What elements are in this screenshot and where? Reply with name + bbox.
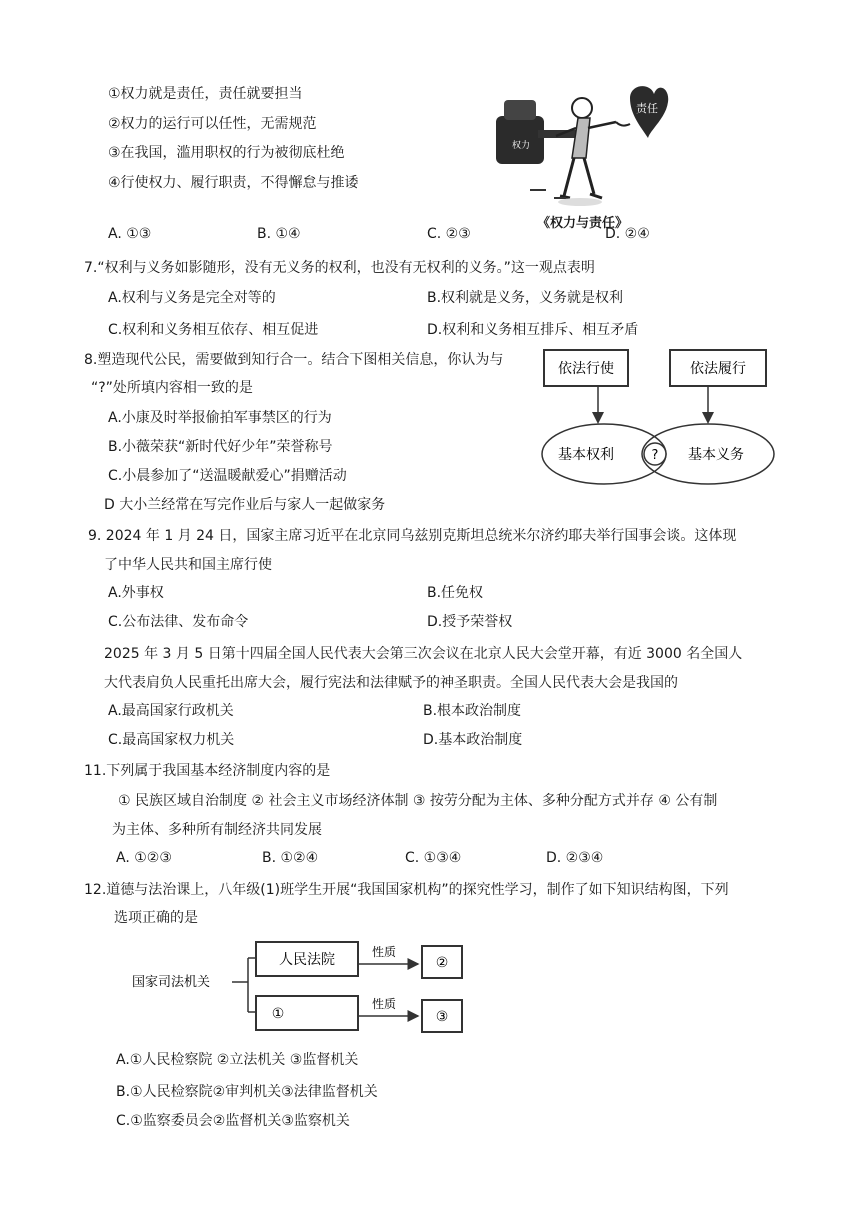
q11-option-d: D. ②③④ [546,850,604,866]
cartoon-caption: 《权力与责任》 [537,216,629,231]
q10-option-b: B.根本政治制度 [423,703,522,719]
q8-stem-line1: 8.塑造现代公民，需要做到知行合一。结合下图相关信息，你认为与 [84,352,504,368]
diagram-basic-duties: 基本义务 [688,447,744,463]
q6-statement-3: ③在我国，滥用职权的行为被彻底杜绝 [108,145,345,161]
q10-stem-line2: 大代表肩负人民重托出席大会，履行宪法和法律赋予的神圣职责。全国人民代表大会是我国的 [104,675,678,691]
q11-option-c: C. ①③④ [405,850,462,866]
diagram-basic-rights: 基本权利 [558,447,614,463]
diagram-blank-3: ③ [435,1009,449,1025]
rights-duties-diagram [536,344,786,494]
diagram-box-exercise: 依法行使 [558,361,614,377]
q7-option-a: A.权利与义务是完全对等的 [108,290,276,306]
q8-stem-line2: “?”处所填内容相一致的是 [91,380,253,396]
q6-statement-1: ①权力就是责任，责任就要担当 [108,86,303,102]
diagram-nature-label-top: 性质 [371,945,397,959]
cartoon-label-duty: 责任 [636,102,658,115]
q7-option-d: D.权利和义务相互排斥、相互矛盾 [427,322,639,338]
q12-option-c: C.①监察委员会②监督机关③监察机关 [116,1113,350,1129]
q10-stem-line1: 2025 年 3 月 5 日第十四届全国人民代表大会第三次会议在北京人民大会堂开幕，有近 3000 名全国人 [104,646,743,662]
q9-option-b: B.任免权 [427,585,484,601]
q11-statements-line1: ① 民族区域自治制度 ② 社会主义市场经济体制 ③ 按劳分配为主体、多种分配方式并存 ④ 公有制 [118,793,718,809]
q9-option-d: D.授予荣誉权 [427,614,513,630]
q6-option-a: A. ①③ [108,226,152,242]
diagram-peoples-court: 人民法院 [279,952,335,968]
q8-option-c: C.小晨参加了“送温暖献爱心”捐赠活动 [108,468,347,484]
q10-option-d: D.基本政治制度 [423,732,523,748]
q12-option-a: A.①人民检察院 ②立法机关 ③监督机关 [116,1052,359,1068]
q12-option-b: B.①人民检察院②审判机关③法律监督机关 [116,1084,378,1100]
diagram-root-judicial: 国家司法机关 [132,975,211,990]
q9-stem-line2: 了中华人民共和国主席行使 [104,557,272,573]
diagram-blank-2: ② [435,955,449,971]
cartoon-label-power: 权力 [512,141,531,151]
q11-statements-line2: 为主体、多种所有制经济共同发展 [112,822,322,838]
q10-option-a: A.最高国家行政机关 [108,703,234,719]
q7-option-b: B.权利就是义务，义务就是权利 [427,290,624,306]
q6-option-d: D. ②④ [605,226,650,242]
q9-option-c: C.公布法律、发布命令 [108,614,249,630]
q6-statement-4: ④行使权力、履行职责，不得懈怠与推诿 [108,175,359,191]
q12-stem-line2: 选项正确的是 [114,910,198,926]
q8-option-a: A.小康及时举报偷拍军事禁区的行为 [108,410,332,426]
diagram-question-mark: ? [651,448,659,463]
diagram-box-fulfill: 依法履行 [690,361,746,377]
q7-stem: 7.“权利与义务如影随形，没有无义务的权利，也没有无权利的义务。”这一观点表明 [84,260,595,276]
q6-option-c: C. ②③ [427,226,471,242]
diagram-nature-label-bottom: 性质 [371,997,397,1011]
q7-option-c: C.权利和义务相互依存、相互促进 [108,322,319,338]
q11-option-a: A. ①②③ [116,850,172,866]
q8-option-d: D 大小兰经常在写完作业后与家人一起做家务 [104,497,386,513]
diagram-blank-1: ① [271,1006,285,1022]
q6-statement-2: ②权力的运行可以任性，无需规范 [108,116,317,132]
q9-stem-line1: 9. 2024 年 1 月 24 日，国家主席习近平在北京同乌兹别克斯坦总统米尔济约耶夫举行国事会谈。这体现 [88,528,737,544]
q12-stem-line1: 12.道德与法治课上，八年级(1)班学生开展“我国国家机构”的探究性学习，制作了如下知识结构图，下列 [84,882,729,898]
q6-option-b: B. ①④ [257,226,301,242]
q11-stem: 11.下列属于我国基本经济制度内容的是 [84,763,331,779]
q8-option-b: B.小薇荣获“新时代好少年”荣誉称号 [108,439,333,455]
q9-option-a: A.外事权 [108,585,164,601]
q10-option-c: C.最高国家权力机关 [108,732,235,748]
judicial-organs-diagram [128,936,488,1036]
q11-option-b: B. ①②④ [262,850,319,866]
